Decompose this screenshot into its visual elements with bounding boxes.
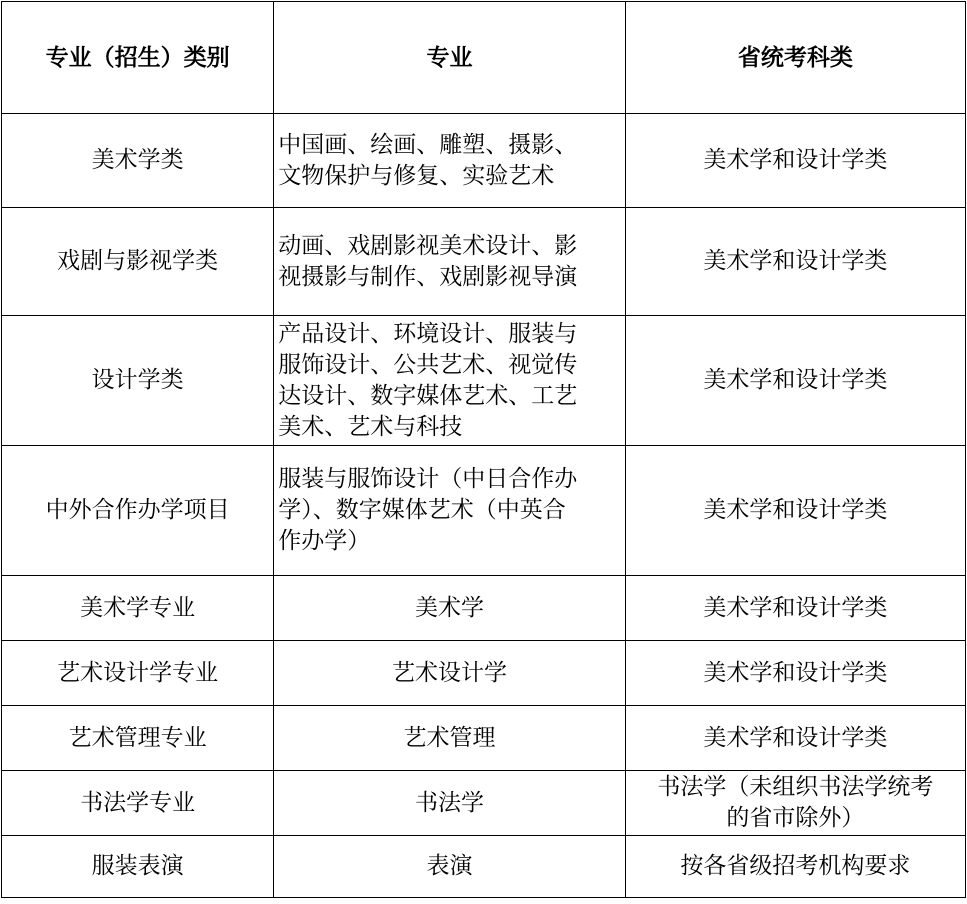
exam-type-line: 按各省级招考机构要求 (680, 853, 911, 879)
major-cell (274, 576, 625, 641)
exam-type-line: 美术学和设计学类 (703, 147, 888, 173)
exam-type-cell (625, 114, 965, 208)
major-line: 艺术管理 (403, 724, 496, 751)
table-row (2, 771, 966, 836)
major-line: 书法学 (414, 789, 484, 816)
exam-type-cell (625, 771, 965, 836)
table-row (2, 576, 966, 641)
major-line: 中国画、绘画、雕塑、摄影、 (278, 131, 578, 158)
category-cell: 艺术设计学专业 (2, 641, 274, 706)
category-cell: 艺术管理专业 (2, 706, 274, 771)
exam-type-line: 美术学和设计学类 (703, 497, 888, 523)
exam-type-cell (625, 316, 965, 446)
major-cell (274, 706, 625, 771)
major-line: 作办学） (278, 528, 371, 554)
major-cell (274, 208, 625, 316)
major-cell (274, 446, 625, 576)
header-exam-type: 省统考科类 (625, 2, 965, 114)
exam-type-cell (625, 641, 965, 706)
major-line: 表演 (426, 853, 473, 879)
admission-category-table (1, 1, 966, 898)
category-cell: 中外合作办学项目 (2, 446, 274, 576)
major-cell (274, 114, 625, 208)
category-cell: 服装表演 (2, 836, 274, 898)
exam-type-cell (625, 446, 965, 576)
exam-type-cell (625, 706, 965, 771)
table-row (2, 641, 966, 706)
major-line: 文物保护与修复、实验艺术 (278, 162, 555, 189)
exam-type-cell (625, 836, 965, 898)
major-line: 视摄影与制作、戏剧影视导演 (278, 263, 578, 290)
major-line: 动画、戏剧影视美术设计、影 (278, 232, 578, 259)
major-line: 美术、艺术与科技 (278, 413, 463, 440)
major-line: 美术学 (414, 594, 484, 621)
category-cell: 戏剧与影视学类 (2, 208, 274, 316)
category-cell: 设计学类 (2, 316, 274, 446)
major-line: 艺术设计学 (391, 659, 507, 686)
major-line: 学）、数字媒体艺术（中英合 (278, 497, 566, 523)
table-row (2, 208, 966, 316)
exam-type-cell (625, 208, 965, 316)
exam-type-line: 美术学和设计学类 (703, 724, 888, 751)
exam-type-line: 美术学和设计学类 (703, 659, 888, 686)
table-body (2, 114, 966, 898)
table-row (2, 836, 966, 898)
major-line: 服饰设计、公共艺术、视觉传 (278, 351, 578, 378)
major-cell (274, 771, 625, 836)
header-category: 专业（招生）类别 (2, 2, 274, 114)
exam-type-line: 书法学（未组织书法学统考 (657, 774, 934, 800)
exam-type-line: 美术学和设计学类 (703, 248, 888, 274)
table-row (2, 114, 966, 208)
exam-type-line: 的省市除外） (726, 805, 865, 831)
major-line: 达设计、数字媒体艺术、工艺 (278, 382, 578, 409)
major-cell (274, 316, 625, 446)
header-major: 专业 (274, 2, 625, 114)
table-row (2, 706, 966, 771)
major-cell (274, 641, 625, 706)
table-row (2, 446, 966, 576)
major-line: 产品设计、环境设计、服装与 (278, 320, 578, 347)
major-cell (274, 836, 625, 898)
exam-type-line: 美术学和设计学类 (703, 367, 888, 393)
exam-type-cell (625, 576, 965, 641)
table-header-row (2, 2, 966, 114)
category-cell: 书法学专业 (2, 771, 274, 836)
major-line: 服装与服饰设计（中日合作办 (278, 466, 578, 492)
category-cell: 美术学类 (2, 114, 274, 208)
category-cell: 美术学专业 (2, 576, 274, 641)
table-row (2, 316, 966, 446)
exam-type-line: 美术学和设计学类 (703, 594, 888, 621)
